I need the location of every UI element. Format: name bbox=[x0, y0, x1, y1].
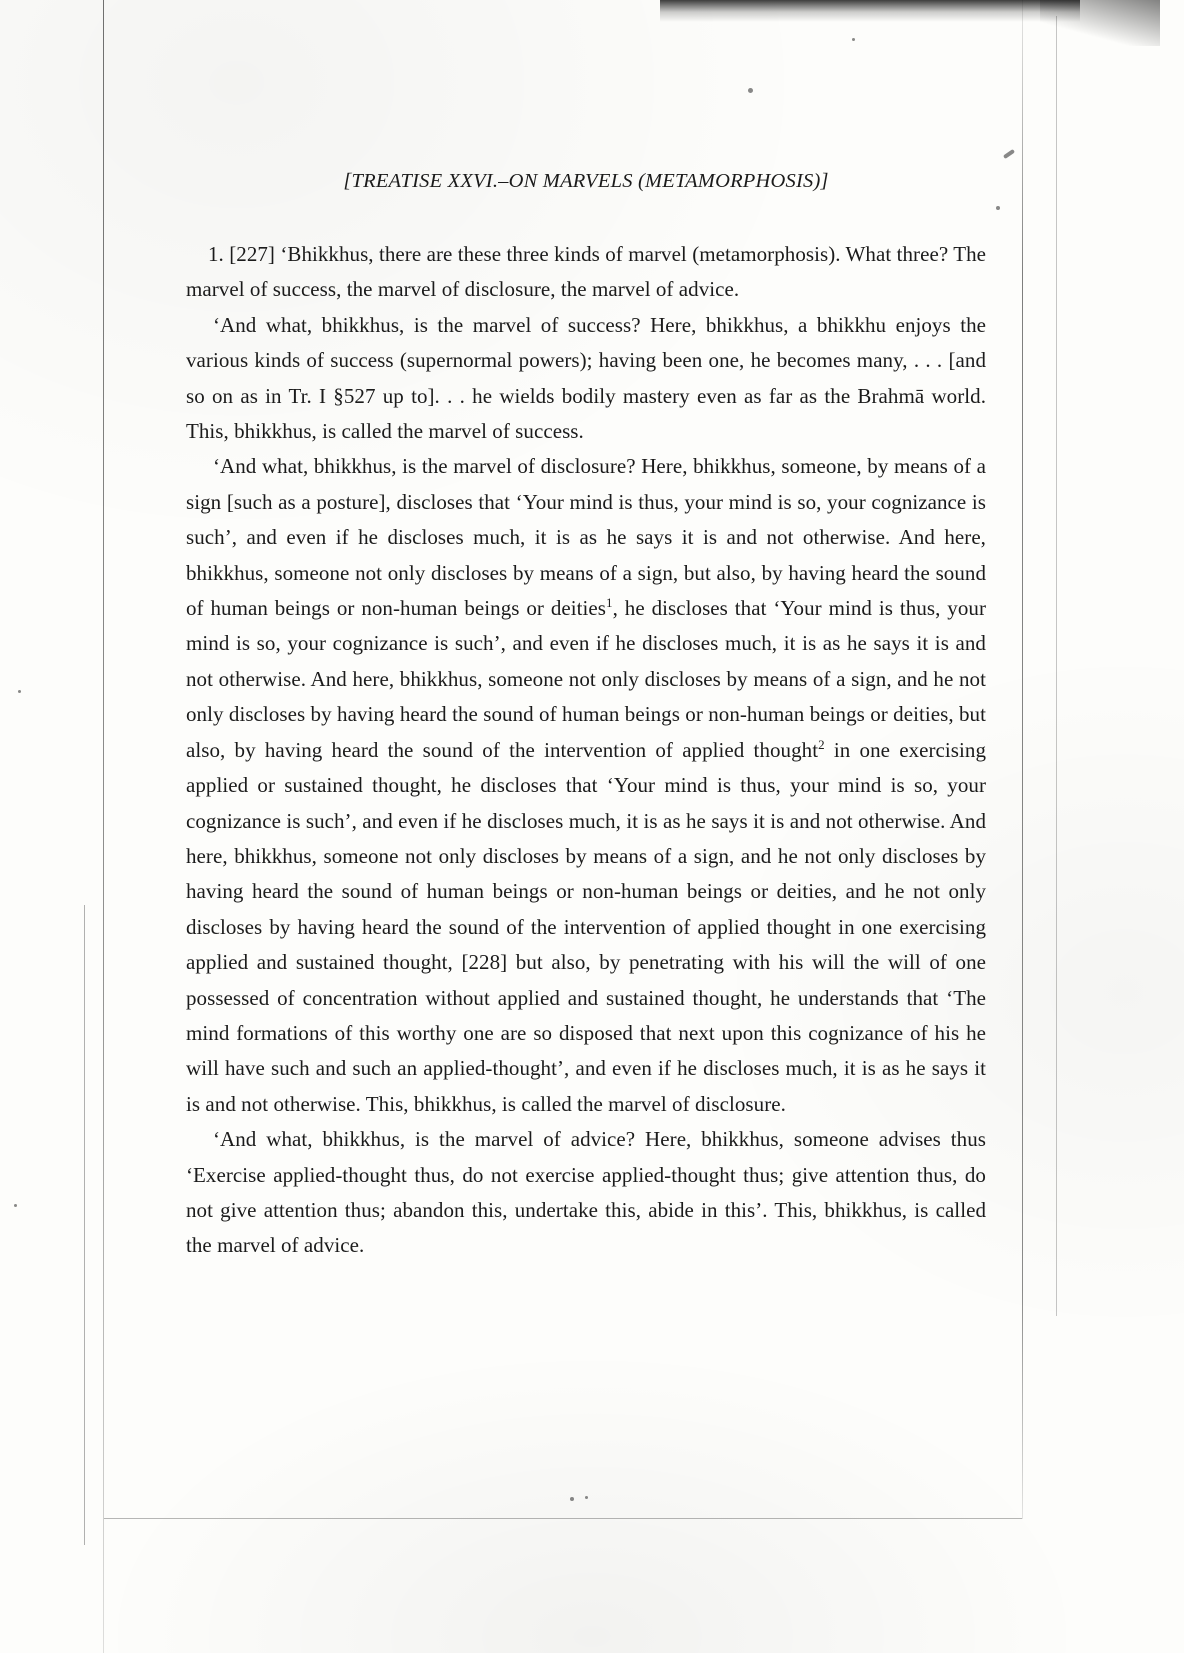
running-head: [TREATISE XXVI.–ON MARVELS (METAMORPHOSIS)] bbox=[343, 170, 829, 192]
scan-speck bbox=[996, 206, 1000, 210]
scan-corner-smudge bbox=[1040, 0, 1160, 46]
paragraph-3 bbox=[186, 449, 986, 1122]
paragraph-3-part-b: , he discloses that ‘Your mind is thus, your mind is so, your cognizance is such’, and even if he discloses much, it is as he says it is and not otherwise. And here, bhikkhus, someone not only discloses by means of a sign, and he not only discloses by having heard the sound of human beings or non-human beings or deities, but also, by having heard the sound of the intervention of applied thought bbox=[186, 596, 986, 762]
footnote-marker-1: 1 bbox=[606, 595, 613, 611]
paragraph-2: ‘And what, bhikkhus, is the marvel of success? Here, bhikkhus, a bhikkhu enjoys the various kinds of success (supernormal powers); having been one, he becomes many, . . . [and so on as in Tr. I §527 up to]. . . he wields bodily mastery even as far as the Brahmā world. This, bhikkhus, is called the marvel of success. bbox=[186, 312, 986, 444]
paragraph-3-part-c: in one exercising applied or sustained thought, he discloses that ‘Your mind is thus, your mind is so, your cognizance is such’, and even if he discloses much, it is as he says it is and not otherwise. And here, bhikkhus, someone not only discloses by means of a sign, and he not only discloses by having heard the sound of human beings or non-human beings or deities, and he not only discloses by having heard the sound of the intervention of applied thought in one exercising applied and sustained thought, [228] but also, by penetrating with his will the will of one possessed of concentration without applied and sustained thought, he understands that ‘The mind formations of this worthy one are so disposed that next upon this cognizance of his he will have such and such an applied-thought’, and even if he discloses much, it is as he says it is and not otherwise. This, bhikkhus, is called the marvel of disclosure. bbox=[186, 737, 986, 1116]
page-content bbox=[186, 170, 986, 1264]
page-gutter-rule-left bbox=[103, 0, 104, 1653]
scan-speck bbox=[585, 1496, 588, 1499]
paragraph-1: 1. [227] ‘Bhikkhus, there are these three kinds of marvel (metamorphosis). What three? The marvel of success, the marvel of disclosure, the marvel of advice. bbox=[186, 242, 986, 302]
scan-speck bbox=[18, 690, 21, 693]
scan-speck bbox=[14, 1204, 17, 1207]
scan-speck bbox=[748, 88, 753, 93]
page-gutter-rule-right bbox=[1022, 0, 1023, 1519]
scan-speck bbox=[570, 1497, 574, 1501]
footnote-marker-2: 2 bbox=[818, 736, 825, 752]
scan-edge-smudge bbox=[660, 0, 1080, 22]
scan-speck bbox=[852, 38, 855, 41]
page-footer-rule bbox=[104, 1518, 1022, 1519]
paragraph-3-part-a: ‘And what, bhikkhus, is the marvel of disclosure? Here, bhikkhus, someone, by means of a sign [such as a posture], discloses that ‘Your mind is thus, your mind is so, your cognizance is such’, and even if he discloses much, it is as he says it is and not otherwise. And here, bhikkhus, someone not only discloses by means of a sign, but also, by having heard the sound of human beings or non-human beings or deities bbox=[186, 454, 986, 621]
paragraph-4: ‘And what, bhikkhus, is the marvel of advice? Here, bhikkhus, someone advises thus ‘Exercise applied-thought thus, do not exercise applied-thought thus; give attention thus, do not give attention thus; abandon this, undertake this, abide in this’. This, bhikkhus, is called the marvel of advice. bbox=[186, 1127, 986, 1258]
page-gutter-rule-left-secondary bbox=[84, 905, 85, 1545]
page-gutter-rule-right-secondary bbox=[1056, 16, 1057, 1316]
